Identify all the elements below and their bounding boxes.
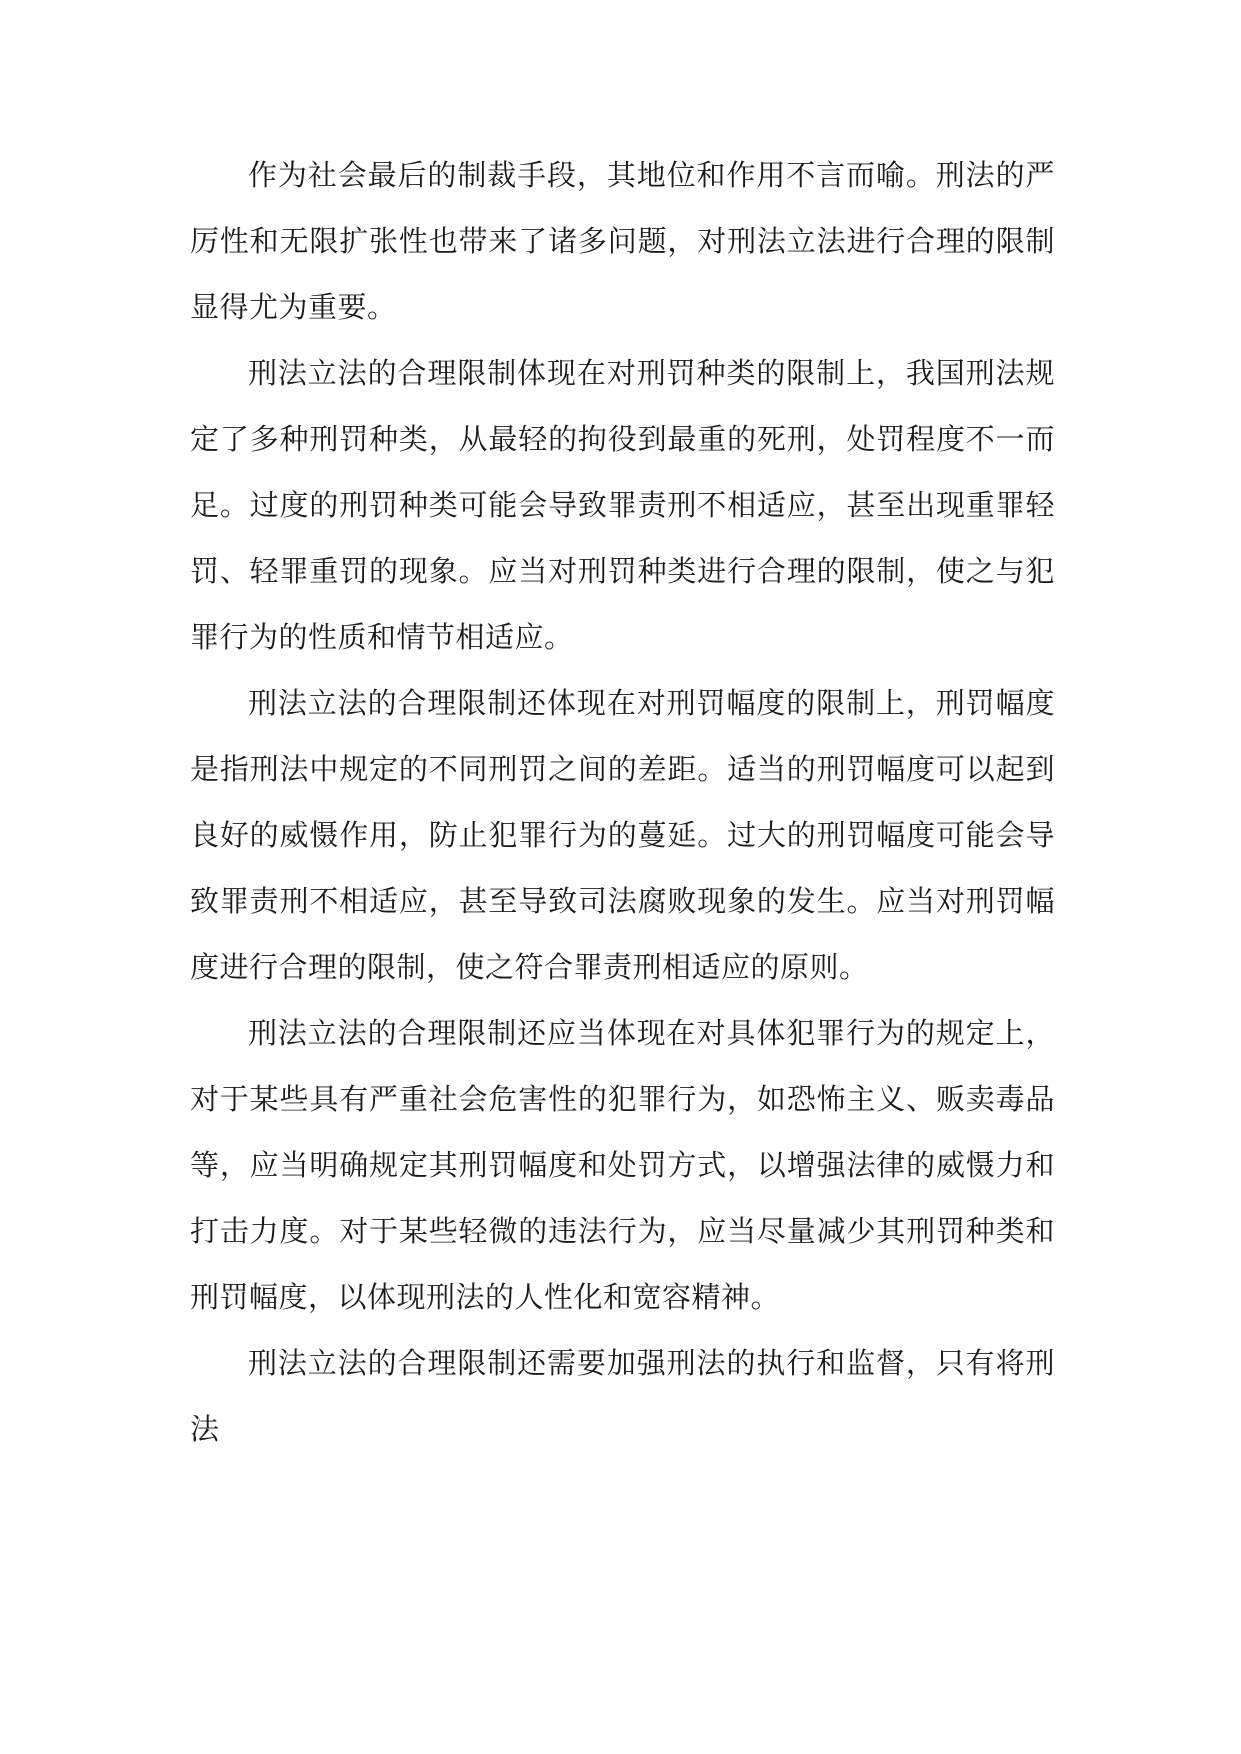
paragraph-2: 刑法立法的合理限制体现在对刑罚种类的限制上，我国刑法规定了多种刑罚种类，从最轻的拘役到最重的死刑，处罚程度不一而足。过度的刑罚种类可能会导致罪责刑不相适应，甚至出现重罪轻罚、轻罪重罚的现象。应当对刑罚种类进行合理的限制，使之与犯罪行为的性质和情节相适应。 xyxy=(190,356,1055,654)
paragraph-1: 作为社会最后的制裁手段，其地位和作用不言而喻。刑法的严厉性和无限扩张性也带来了诸多问题，对刑法立法进行合理的限制显得尤为重要。 xyxy=(190,158,1055,324)
paragraph-5: 刑法立法的合理限制还需要加强刑法的执行和监督，只有将刑法 xyxy=(190,1346,1055,1446)
paragraph-4: 刑法立法的合理限制还应当体现在对具体犯罪行为的规定上，对于某些具有严重社会危害性的犯罪行为，如恐怖主义、贩卖毒品等，应当明确规定其刑罚幅度和处罚方式，以增强法律的威慑力和打击力度。对于某些轻微的违法行为，应当尽量减少其刑罚种类和刑罚幅度，以体现刑法的人性化和宽容精神。 xyxy=(190,1016,1055,1314)
document-body xyxy=(190,142,1055,1462)
paragraph-3: 刑法立法的合理限制还体现在对刑罚幅度的限制上，刑罚幅度是指刑法中规定的不同刑罚之间的差距。适当的刑罚幅度可以起到良好的威慑作用，防止犯罪行为的蔓延。过大的刑罚幅度可能会导致罪责刑不相适应，甚至导致司法腐败现象的发生。应当对刑罚幅度进行合理的限制，使之符合罪责刑相适应的原则。 xyxy=(190,686,1055,984)
